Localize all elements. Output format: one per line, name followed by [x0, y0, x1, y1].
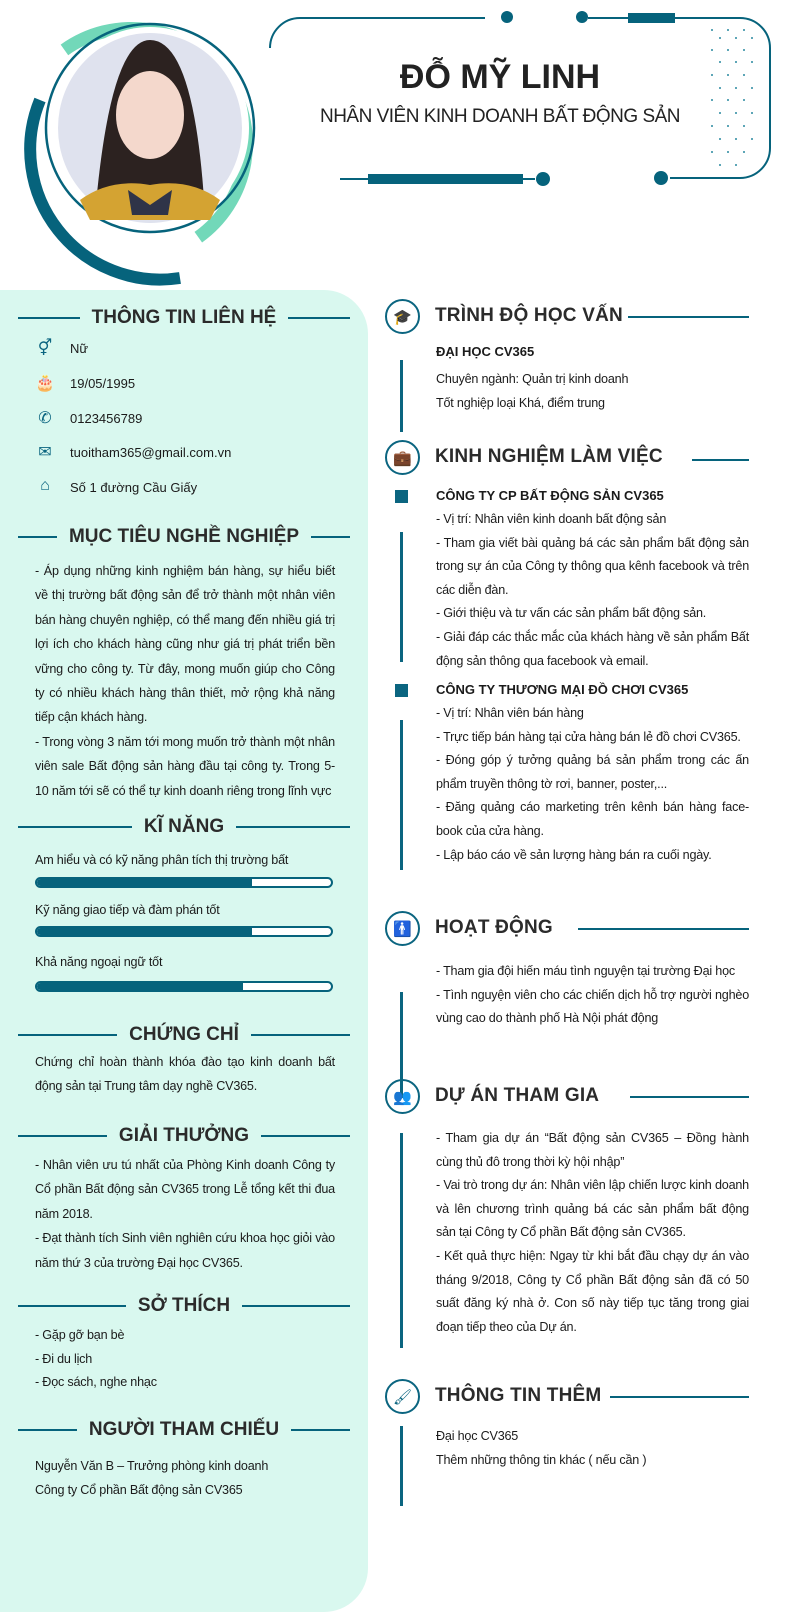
skill-bar-fill: [37, 983, 243, 990]
certificates-text: Chứng chỉ hoàn thành khóa đào tạo kinh doanh bất động sản tại Trung tâm dạy nghề CV365.: [35, 1055, 335, 1094]
activities-text: - Tham gia đội hiến máu tình nguyện tại trường Đại học - Tình nguyện viên cho các chiến dịch hỗ trợ người nghèo vùng cao do thành phố Hà Nội phát động: [436, 964, 749, 1026]
education-school: ĐẠI HỌC CV365: [436, 344, 535, 359]
experience-heading: KINH NGHIỆM LÀM VIỆC: [435, 446, 663, 467]
skill-bar: [35, 926, 333, 937]
envelope-icon: ✉: [38, 444, 52, 461]
hobbies-heading: SỞ THÍCH: [0, 1293, 368, 1319]
contact-phone: ✆ 0123456789: [34, 408, 142, 428]
objective-heading: MỤC TIÊU NGHỀ NGHIỆP: [0, 524, 368, 550]
projects-heading: DỰ ÁN THAM GIA: [435, 1085, 600, 1106]
job-description: - Vị trí: Nhân viên bán hàng - Trực tiếp bán hàng tại cửa hàng bán lẻ đồ chơi CV365. - Đóng góp ý tưởng quảng bá sản phẩm trong các ấn phẩm truyền thông tờ rơi, banner, poster,... - Đăng quảng cáo marketing trên kênh bán hàng face-book của cửa hàng. - Lập báo cáo về sản lượng hàng bán ra cuối ngày.: [436, 706, 749, 862]
home-icon: ⌂: [40, 477, 50, 494]
skill-bar-fill: [37, 928, 252, 935]
contact-heading: THÔNG TIN LIÊN HỆ: [0, 305, 368, 331]
contact-address: ⌂ Số 1 đường Cầu Giấy: [34, 477, 197, 497]
skill-bar: [35, 877, 333, 888]
group-icon: 👥: [385, 1079, 420, 1114]
skills-heading: KĨ NĂNG: [0, 814, 368, 840]
contact-gender: ⚥ Nữ: [34, 338, 88, 358]
job-company: CÔNG TY THƯƠNG MẠI ĐỒ CHƠI CV365: [436, 682, 689, 697]
whatsapp-phone-icon: ✆: [38, 410, 52, 427]
extra-text: Đại học CV365 Thêm những thông tin khác ( nếu cần ): [436, 1429, 647, 1467]
references-text: Nguyễn Văn B – Trưởng phòng kinh doanh Công ty Cổ phần Bất động sản CV365: [35, 1459, 269, 1497]
profile-photo: [58, 33, 242, 223]
gender-icon: ⚥: [37, 340, 53, 357]
briefcase-icon: 💼: [385, 440, 420, 475]
education-heading: TRÌNH ĐỘ HỌC VẤN: [435, 305, 623, 326]
contact-email: ✉ tuoitham365@gmail.com.vn: [34, 442, 231, 462]
header-decoration: [0, 0, 790, 290]
awards-heading: GIẢI THƯỞNG: [0, 1123, 368, 1149]
skill-label: Khả năng ngoại ngữ tốt: [35, 955, 163, 969]
job-company: CÔNG TY CP BẤT ĐỘNG SẢN CV365: [436, 488, 664, 503]
skill-label: Kỹ năng giao tiếp và đàm phán tốt: [35, 903, 220, 917]
graduation-cap-icon: 🎓: [385, 299, 420, 334]
paintbrush-icon: 🖌: [385, 1379, 420, 1414]
hobbies-list: - Gặp gỡ bạn bè - Đi du lịch - Đọc sách, nghe nhạc: [35, 1328, 157, 1389]
objective-text: - Áp dụng những kinh nghiệm bán hàng, sự hiểu biết về thị trường bất động sản để trở thành một nhân viên bán hàng chuyên nghiệp, có thể mang đến nhiều giá trị lợi ích cho khách hàng cũng như giá trị phát triển bền vững cho công ty. Từ đây, mong muốn giúp cho Công ty có nhiều khách hàng thân thiết, mở rộng khả năng tiếp cận khách hàng. - Trong vòng 3 năm tới mong muốn trở thành một nhân viên sale Bất động sản hàng đầu tại công ty. Trong 5-10 năm tới sẽ có thể tự kinh doanh riêng trong lĩnh vực: [35, 564, 335, 798]
awards-text: - Nhân viên ưu tú nhất của Phòng Kinh doanh Công ty Cổ phần Bất động sản CV365 trong Lễ tổng kết thi đua năm 2018. - Đạt thành tích Sinh viên nghiên cứu khoa học giỏi vào năm thứ 3 của trường Đại học CV365.: [35, 1158, 335, 1270]
references-heading: NGƯỜI THAM CHIẾU: [0, 1417, 368, 1443]
activities-heading: HOẠT ĐỘNG: [435, 917, 553, 938]
skill-bar-fill: [37, 879, 252, 886]
projects-text: - Tham gia dự án “Bất động sản CV365 – Đồng hành cùng thủ đô trong thời kỳ hội nhập” - Vai trò trong dự án: Nhân viên lập chiến lược kinh doanh và lên chương trình quảng bá các sản phẩm bất động sản tại Công ty Cổ phần Bất động sản CV365. - Kết quả thực hiện: Ngay từ khi bắt đầu chạy dự án vào tháng 9/2018, Công ty Cổ phần Bất động sản đã có 50 suất đăng ký nhà ở. Con số này tiếp tục tăng trong giai đoạn tiếp theo của Dự án.: [436, 1131, 749, 1334]
extra-heading: THÔNG TIN THÊM: [435, 1385, 602, 1406]
skill-bar: [35, 981, 333, 992]
person-icon: 🚹: [385, 911, 420, 946]
job-description: - Vị trí: Nhân viên kinh doanh bất động sản - Tham gia viết bài quảng bá các sản phẩm bất động sản trong sự án của Công ty thông qua kênh facebook và trên các diễn đàn. - Giới thiệu và tư vấn các sản phẩm bất động sản. - Giải đáp các thắc mắc của khách hàng về sản phẩm Bất động sản thông qua facebook và email.: [436, 512, 749, 668]
candidate-name: ĐỖ MỸ LINH: [399, 58, 601, 96]
skill-label: Am hiểu và có kỹ năng phân tích thị trường bất: [35, 853, 289, 867]
education-details: Chuyên ngành: Quản trị kinh doanh Tốt nghiệp loại Khá, điểm trung: [436, 372, 629, 410]
candidate-title: NHÂN VIÊN KINH DOANH BẤT ĐỘNG SẢN: [319, 106, 681, 127]
contact-birthday: 🎂 19/05/1995: [35, 375, 136, 392]
certificates-heading: CHỨNG CHỈ: [0, 1022, 368, 1048]
birthday-cake-icon: 🎂: [35, 375, 55, 392]
